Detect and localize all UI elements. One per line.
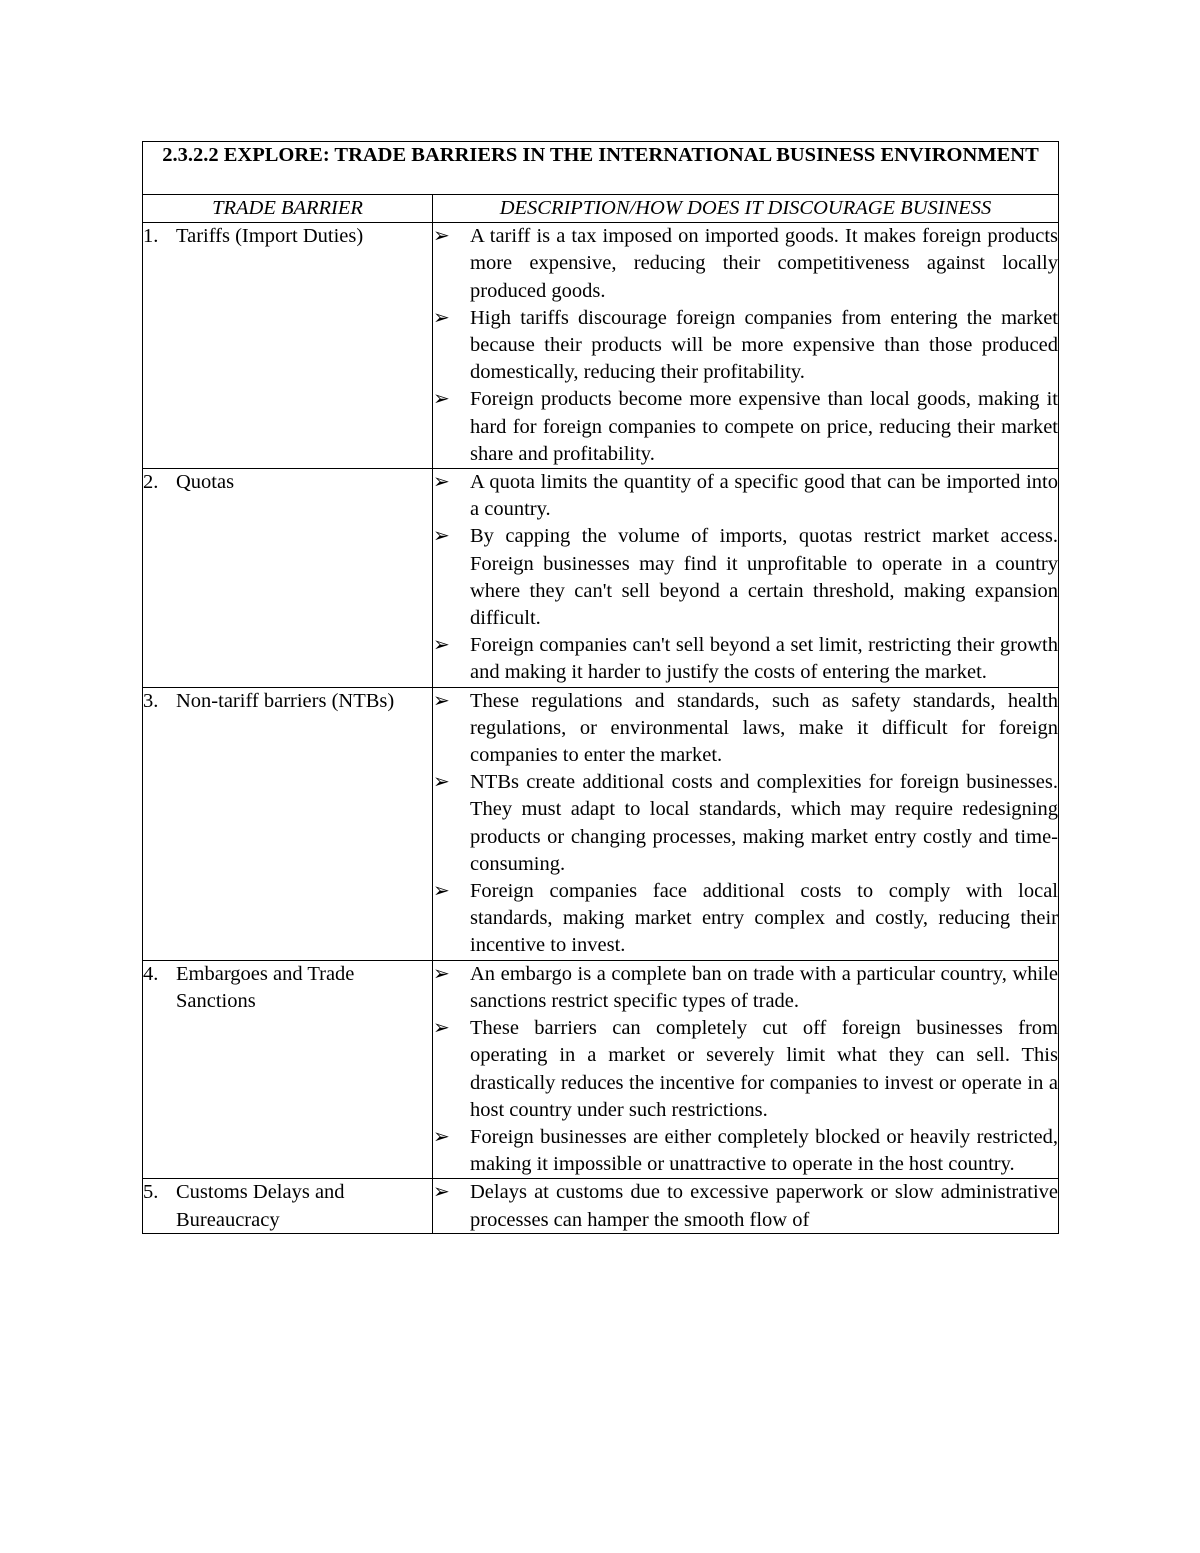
bullet-list [433,688,1058,960]
arrow-bullet-icon: ➢ [433,1181,450,1204]
bullet-text: Delays at customs due to excessive paperwork or slow administrative processes can hamper the smooth flow of [470,1181,1058,1231]
barrier-number: 1. [143,225,159,248]
barrier-entry [143,961,432,1015]
barrier-cell [143,1179,433,1234]
bullet-text: These regulations and standards, such as safety standards, health regulations, or environmental laws, make it difficult for foreign companies to enter the market. [470,689,1058,767]
arrow-bullet-icon: ➢ [433,771,450,794]
arrow-bullet-icon: ➢ [433,689,450,712]
barrier-entry [143,223,432,250]
list-item [433,632,1058,686]
barrier-number: 4. [143,962,159,985]
bullet-text: These barriers can completely cut off foreign businesses from operating in a market or severely limit what they can sell. This drastically reduces the incentive for companies to invest or operate in a host country under such restrictions. [470,1017,1058,1121]
list-item [433,523,1058,632]
arrow-bullet-icon: ➢ [433,306,450,329]
barrier-number: 3. [143,689,159,712]
list-item [433,386,1058,468]
description-cell [433,960,1059,1179]
list-item [433,961,1058,1015]
column-header-row [143,195,1059,223]
arrow-bullet-icon: ➢ [433,225,450,248]
arrow-bullet-icon: ➢ [433,1017,450,1040]
bullet-text: Foreign products become more expensive than local goods, making it hard for foreign companies to compete on price, reducing their market share and profitability. [470,388,1058,465]
barrier-cell [143,687,433,960]
arrow-bullet-icon: ➢ [433,880,450,903]
list-item [433,1015,1058,1124]
description-cell [433,223,1059,469]
barrier-cell [143,960,433,1179]
list-item [433,769,1058,878]
bullet-text: Foreign companies can't sell beyond a set limit, restricting their growth and making it harder to justify the costs of entering the market. [470,634,1058,684]
table-title: 2.3.2.2 EXPLORE: TRADE BARRIERS IN THE INTERNATIONAL BUSINESS ENVIRONMENT [143,142,1059,195]
barrier-cell [143,223,433,469]
bullet-text: A quota limits the quantity of a specific good that can be imported into a country. [470,471,1058,521]
bullet-list [433,469,1058,687]
list-item [433,688,1058,770]
bullet-text: NTBs create additional costs and complexities for foreign businesses. They must adapt to local standards, which may require redesigning products or changing processes, making market entry costly and time-consuming. [470,771,1058,875]
title-row [143,142,1059,195]
arrow-bullet-icon: ➢ [433,388,450,411]
arrow-bullet-icon: ➢ [433,634,450,657]
barrier-name: Embargoes and Trade Sanctions [176,962,355,1012]
arrow-bullet-icon: ➢ [433,962,450,985]
bullet-text: A tariff is a tax imposed on imported goods. It makes foreign products more expensive, reducing their competitiveness against locally produced goods. [470,225,1058,302]
column-header-description: DESCRIPTION/HOW DOES IT DISCOURAGE BUSINESS [433,195,1059,223]
table-row [143,687,1059,960]
trade-barriers-table [142,141,1059,1234]
table-row [143,223,1059,469]
table-row [143,1179,1059,1234]
barrier-name: Customs Delays and Bureaucracy [176,1181,345,1231]
list-item [433,1179,1058,1233]
column-header-barrier: TRADE BARRIER [143,195,433,223]
table-row [143,469,1059,688]
barrier-cell [143,469,433,688]
list-item [433,305,1058,387]
list-item [433,878,1058,960]
arrow-bullet-icon: ➢ [433,525,450,548]
description-cell [433,1179,1059,1234]
description-cell [433,469,1059,688]
arrow-bullet-icon: ➢ [433,471,450,494]
list-item [433,223,1058,305]
bullet-list [433,1179,1058,1233]
barrier-number: 5. [143,1181,159,1204]
list-item [433,469,1058,523]
bullet-text: Foreign businesses are either completely blocked or heavily restricted, making it impossible or unattractive to operate in the host country. [470,1125,1058,1176]
barrier-number: 2. [143,471,159,494]
barrier-name: Tariffs (Import Duties) [176,225,364,248]
bullet-list [433,223,1058,468]
barrier-entry [143,1179,432,1233]
bullet-text: High tariffs discourage foreign companies from entering the market because their products will be more expensive than those produced domestically, reducing their profitability. [470,306,1058,384]
arrow-bullet-icon: ➢ [433,1125,450,1148]
bullet-list [433,961,1058,1179]
bullet-text: An embargo is a complete ban on trade with a particular country, while sanctions restrict specific types of trade. [470,962,1058,1012]
description-cell [433,687,1059,960]
bullet-text: By capping the volume of imports, quotas restrict market access. Foreign businesses may find it unprofitable to operate in a country where they can't sell beyond a certain threshold, making expansion difficult. [470,525,1058,630]
barrier-name: Non-tariff barriers (NTBs) [176,689,395,712]
table-row [143,960,1059,1179]
barrier-entry [143,469,432,496]
barrier-name: Quotas [176,471,235,494]
list-item [433,1124,1058,1178]
bullet-text: Foreign companies face additional costs to comply with local standards, making market entry complex and costly, reducing their incentive to invest. [470,880,1058,957]
barrier-entry [143,688,432,715]
